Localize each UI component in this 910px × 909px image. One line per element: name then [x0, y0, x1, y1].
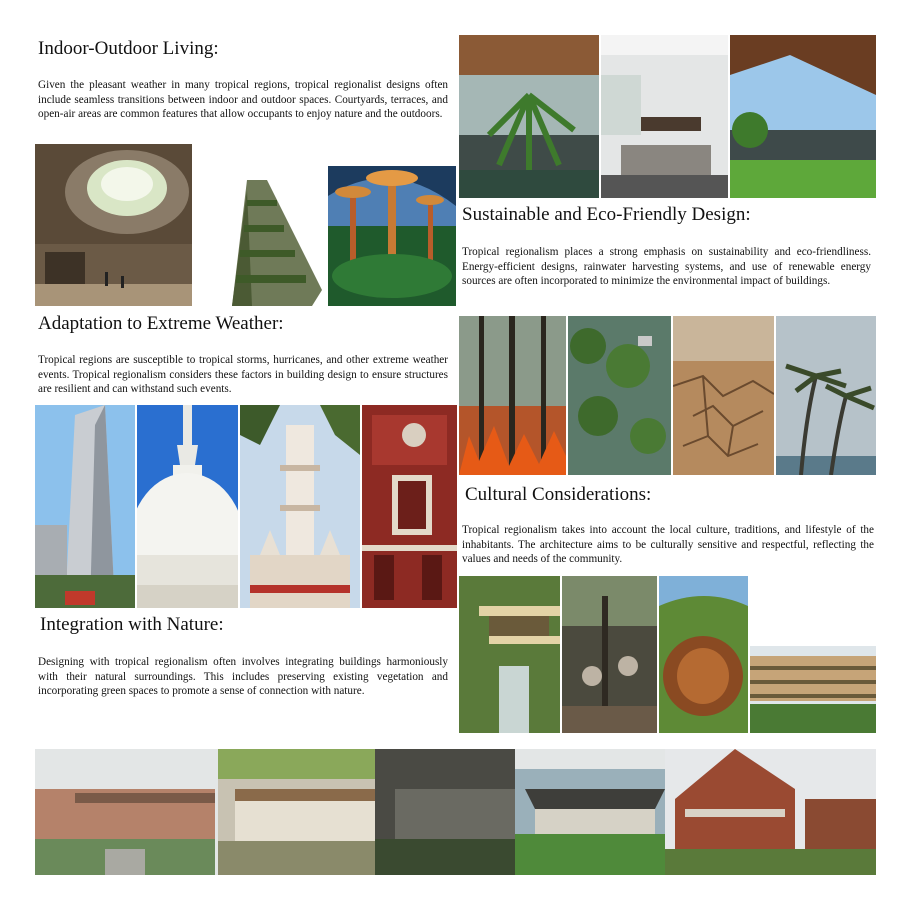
photo-cafe-with-trees: [562, 576, 657, 733]
photo-vertical-forest-tower: [192, 180, 325, 306]
photo-cantilever-house-waterfall: [459, 576, 560, 733]
photo-modern-tower: [35, 405, 135, 608]
photo-flooded-forest-aerial: [568, 316, 671, 475]
text-integration-nature: Designing with tropical regionalism often involves integrating buildings harmoniously with their natural surroundings. This includes preserving existing vegetation and incorporating green spaces to promote a sense of connection with nature.: [38, 656, 448, 698]
text-indoor-outdoor: Given the pleasant weather in many tropical regions, tropical regionalist designs often include seamless transitions between indoor and outdoor spaces. Courtyards, terraces, and open-air areas are common features that allow occupants to enjoy nature and the outdoors.: [38, 79, 448, 121]
photo-courtyard-pond: [459, 35, 599, 198]
heading-integration-nature: Integration with Nature:: [40, 614, 224, 635]
photo-minaret-tower: [240, 405, 360, 608]
photo-storm-palm-trees: [776, 316, 876, 475]
photo-white-stupa: [137, 405, 238, 608]
photo-panorama-campus: [35, 749, 876, 875]
photo-cracked-earth: [673, 316, 774, 475]
photo-earth-sheltered-house: [659, 576, 748, 733]
heading-sustainable: Sustainable and Eco-Friendly Design:: [462, 204, 751, 225]
heading-indoor-outdoor: Indoor-Outdoor Living:: [38, 38, 219, 59]
text-cultural: Tropical regionalism takes into account the local culture, traditions, and lifestyle of the inhabitants. The architecture aims to be culturally sensitive and respectful, reflecting the values and needs of the community.: [462, 524, 874, 566]
photo-garden-terrace: [730, 35, 876, 198]
heading-extreme-weather: Adaptation to Extreme Weather:: [38, 313, 284, 334]
photo-red-colonial-building: [362, 405, 457, 608]
text-extreme-weather: Tropical regions are susceptible to tropical storms, hurricanes, and other extreme weather events. Tropical regionalism considers these factors in building design to ensure structures are resilient and can withstand such events.: [38, 354, 448, 396]
photo-atrium-interior: [35, 144, 192, 306]
text-sustainable: Tropical regionalism places a strong emphasis on sustainability and eco-friendliness. Energy-efficient designs, rainwater harvesting systems, and use of renewable energy sources are often incorporated to minimize the environmental impact of buildings.: [462, 246, 871, 288]
photo-terraced-apartments: [750, 646, 876, 733]
heading-cultural: Cultural Considerations:: [465, 484, 652, 505]
photo-forest-fire: [459, 316, 566, 475]
photo-garden-supertrees: [328, 166, 456, 306]
photo-open-living-room: [601, 35, 728, 198]
